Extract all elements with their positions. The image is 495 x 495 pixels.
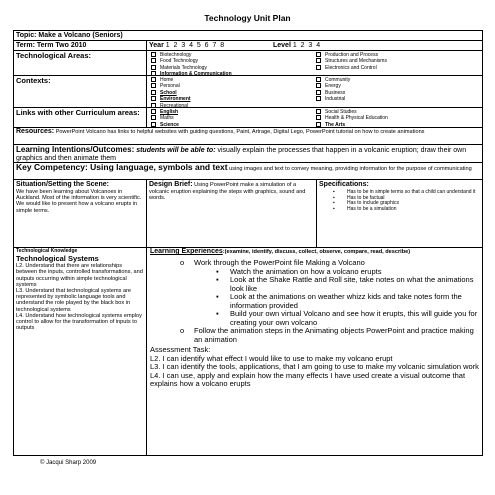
checkbox-icon[interactable] <box>151 115 156 120</box>
checkbox-icon[interactable] <box>316 96 321 101</box>
tech-areas-col2 <box>312 51 482 75</box>
checkbox-item[interactable]: Biotechnology <box>151 52 312 58</box>
tech-knowledge-text: L2. Understand that there are relationships between the inputs, controlled transformations, and outputs occurring within simple technological systems L3. Understand that technological systems are represented by symbolic language tools and understand the role played by the black box in technological systems L4. Understand how technological systems employ control to allow for the transformation of inputs to outputs <box>16 263 143 332</box>
tech-areas-label: Technological Areas: <box>16 51 92 60</box>
unit-plan-table <box>13 30 483 456</box>
key-competency-row <box>14 163 482 180</box>
assessment-item: L2. I can identify what effect I would like to use to make my volcano erupt <box>150 353 393 363</box>
checkbox-icon[interactable] <box>151 109 156 114</box>
links-col2 <box>312 108 482 127</box>
experience-subitem: ▪ Look at the animations on weather whizz kids and take notes form the information provided <box>216 293 481 310</box>
checkbox-icon[interactable] <box>316 58 321 63</box>
checkbox-icon[interactable] <box>316 115 321 120</box>
checkbox-item[interactable]: Food Technology <box>151 58 312 64</box>
spec-item: ▪ Has to include graphics <box>333 201 482 207</box>
learning-experiences-label: Learning Experiences <box>150 248 223 255</box>
checkbox-item[interactable]: Science <box>151 122 312 127</box>
experience-item: o Work through the PowerPoint file Making a Volcano <box>180 259 481 268</box>
level-numbers: 1 2 3 4 <box>292 42 321 49</box>
topic-row <box>14 31 482 41</box>
checkbox-item[interactable]: Energy <box>316 83 482 89</box>
learning-experiences-cell <box>146 248 482 456</box>
checkbox-item[interactable]: Personal <box>151 83 312 89</box>
checkbox-item[interactable]: Structures and Mechanisms <box>316 58 482 64</box>
checkbox-icon[interactable] <box>151 83 156 88</box>
checkbox-icon[interactable] <box>316 52 321 57</box>
brief-row <box>14 180 482 248</box>
checkbox-item[interactable]: The Arts <box>316 122 482 127</box>
checkbox-item[interactable]: Materials Technology <box>151 65 312 71</box>
key-competency-label: Key Competency: Using language, symbols and text <box>16 163 228 172</box>
contexts-row <box>14 76 482 108</box>
term-row <box>14 41 482 51</box>
specifications-cell <box>316 180 482 247</box>
tech-knowledge-label: Technological Knowledge <box>16 248 78 254</box>
checkbox-item[interactable]: Maths <box>151 115 312 121</box>
experience-subitem: ▪ Watch the animation on how a volcano erupts <box>216 268 481 277</box>
key-competency-cell <box>14 163 482 179</box>
checkbox-item[interactable]: English <box>151 109 312 115</box>
checkbox-item[interactable]: Business <box>316 90 482 96</box>
learning-intentions-label: Learning Intentions/Outcomes: <box>16 145 135 154</box>
design-brief-text: Using PowerPoint make a simulation of a volcanic eruption explaining the steps with graphics, sound and words. <box>149 182 306 202</box>
checkbox-item[interactable]: Social Studies <box>316 109 482 115</box>
checkbox-icon[interactable] <box>316 90 321 95</box>
copyright-footer: © Jacqui Sharp 2009 <box>40 460 97 466</box>
contexts-col2 <box>312 76 482 107</box>
contexts-label: Contexts: <box>16 76 51 85</box>
design-brief-cell <box>146 180 316 247</box>
spec-item: ▪ Has to be in simple terms so that a child can understand it <box>333 190 482 196</box>
tech-knowledge-heading: Technological Systems <box>16 253 99 263</box>
specifications-label: Specifications: <box>319 181 369 188</box>
year-numbers: 1 2 3 4 5 6 7 8 <box>165 42 225 49</box>
key-competency-text: using images and text to convey meaning, providing information for the purpose of communicating <box>229 166 472 172</box>
learning-intentions-row <box>14 145 482 163</box>
checkbox-icon[interactable] <box>316 65 321 70</box>
checkbox-item[interactable]: Community <box>316 77 482 83</box>
specifications-list <box>319 190 482 212</box>
experience-subitem: ▪ Look at the Shake Rattle and Roll site, take notes on what the animations look like <box>216 276 481 293</box>
situation-text: We have been learning about Volcanoes in Auckland. Most of the information is very scientific. We would like to present how a volcano erupts in simple terms. <box>16 189 142 214</box>
year-label: Year <box>149 42 164 49</box>
checkbox-icon[interactable] <box>316 122 321 127</box>
checkbox-icon[interactable] <box>316 83 321 88</box>
checkbox-icon[interactable] <box>316 77 321 82</box>
tech-areas-row <box>14 51 482 76</box>
resources-cell <box>14 128 482 144</box>
topic-label: Topic: Make a Volcano (Seniors) <box>16 32 123 39</box>
checkbox-item[interactable]: Production and Process <box>316 52 482 58</box>
learning-intentions-lead: students will be able to: <box>136 147 216 154</box>
checkbox-icon[interactable] <box>151 58 156 63</box>
checkbox-item[interactable]: Electronics and Control <box>316 65 482 71</box>
tech-knowledge-cell <box>14 248 146 456</box>
checkbox-item[interactable]: Health & Physical Education <box>316 115 482 121</box>
assessment-item: L3. I can identify the tools, applications, that I am going to use to make my volcanic simulation work <box>150 362 479 372</box>
learning-experiences-sub: :(examine, identify, discuss, collect, observe, compare, read, describe) <box>222 249 411 255</box>
assessment-item: L4. I can use, apply and explain how the many effects I have used create a visual outcome that explains how a volcano erupts <box>150 370 466 389</box>
checkbox-icon[interactable] <box>316 109 321 114</box>
term-label: Term: Term Two 2010 <box>16 42 87 49</box>
checkbox-item[interactable]: School <box>151 90 312 96</box>
assessment-label: Assessment Task: <box>150 345 211 355</box>
tech-areas-col1 <box>146 51 312 75</box>
checkbox-icon[interactable] <box>151 77 156 82</box>
design-brief-label: Design Brief: <box>149 181 193 188</box>
spec-item: ▪ Has to be factual <box>333 196 482 202</box>
knowledge-row <box>14 248 482 456</box>
resources-row <box>14 128 482 145</box>
checkbox-item[interactable]: Environment <box>151 96 312 102</box>
checkbox-item[interactable]: Home <box>151 77 312 83</box>
level-cell <box>271 41 482 50</box>
year-cell <box>146 41 271 50</box>
situation-cell <box>14 180 146 247</box>
links-row <box>14 108 482 128</box>
learning-intentions-cell <box>14 145 482 162</box>
links-col1 <box>146 108 312 127</box>
contexts-col1 <box>146 76 312 107</box>
checkbox-icon[interactable] <box>151 90 156 95</box>
checkbox-icon[interactable] <box>151 52 156 57</box>
learning-intentions-text: visually explain the processes that happen in a volcanic eruption; draw their own graphics and then animate them <box>16 147 467 162</box>
experience-subitem: ▪ Build your own virtual Volcano and see how it erupts, this will guide you for creating your own volcano <box>216 310 481 327</box>
resources-text: PowerPoint Volcano has links to helpful websites with guiding questions, Paint, Artrage, Digital Lego, PowerPoint tutorial on how to create animations <box>55 129 425 135</box>
checkbox-icon[interactable] <box>151 71 156 75</box>
experience-item: o Follow the animation steps in the Animating objects PowerPoint and practice making an animation <box>180 327 481 344</box>
situation-label: Situation/Setting the Scene: <box>16 181 109 188</box>
resources-label: Resources: <box>16 128 55 135</box>
checkbox-icon[interactable] <box>151 122 156 127</box>
checkbox-item[interactable]: Recreational <box>151 103 312 107</box>
document-title: Technology Unit Plan <box>204 13 291 23</box>
level-label: Level <box>273 42 291 49</box>
checkbox-icon[interactable] <box>151 103 156 107</box>
links-label: Links with other Curriculum areas: <box>16 108 140 117</box>
checkbox-item[interactable]: Information & Communication <box>151 71 312 75</box>
checkbox-icon[interactable] <box>151 65 156 70</box>
spec-item: ▪ Has to be a simulation <box>333 207 482 213</box>
checkbox-item[interactable]: Industrial <box>316 96 482 102</box>
checkbox-icon[interactable] <box>151 96 156 101</box>
